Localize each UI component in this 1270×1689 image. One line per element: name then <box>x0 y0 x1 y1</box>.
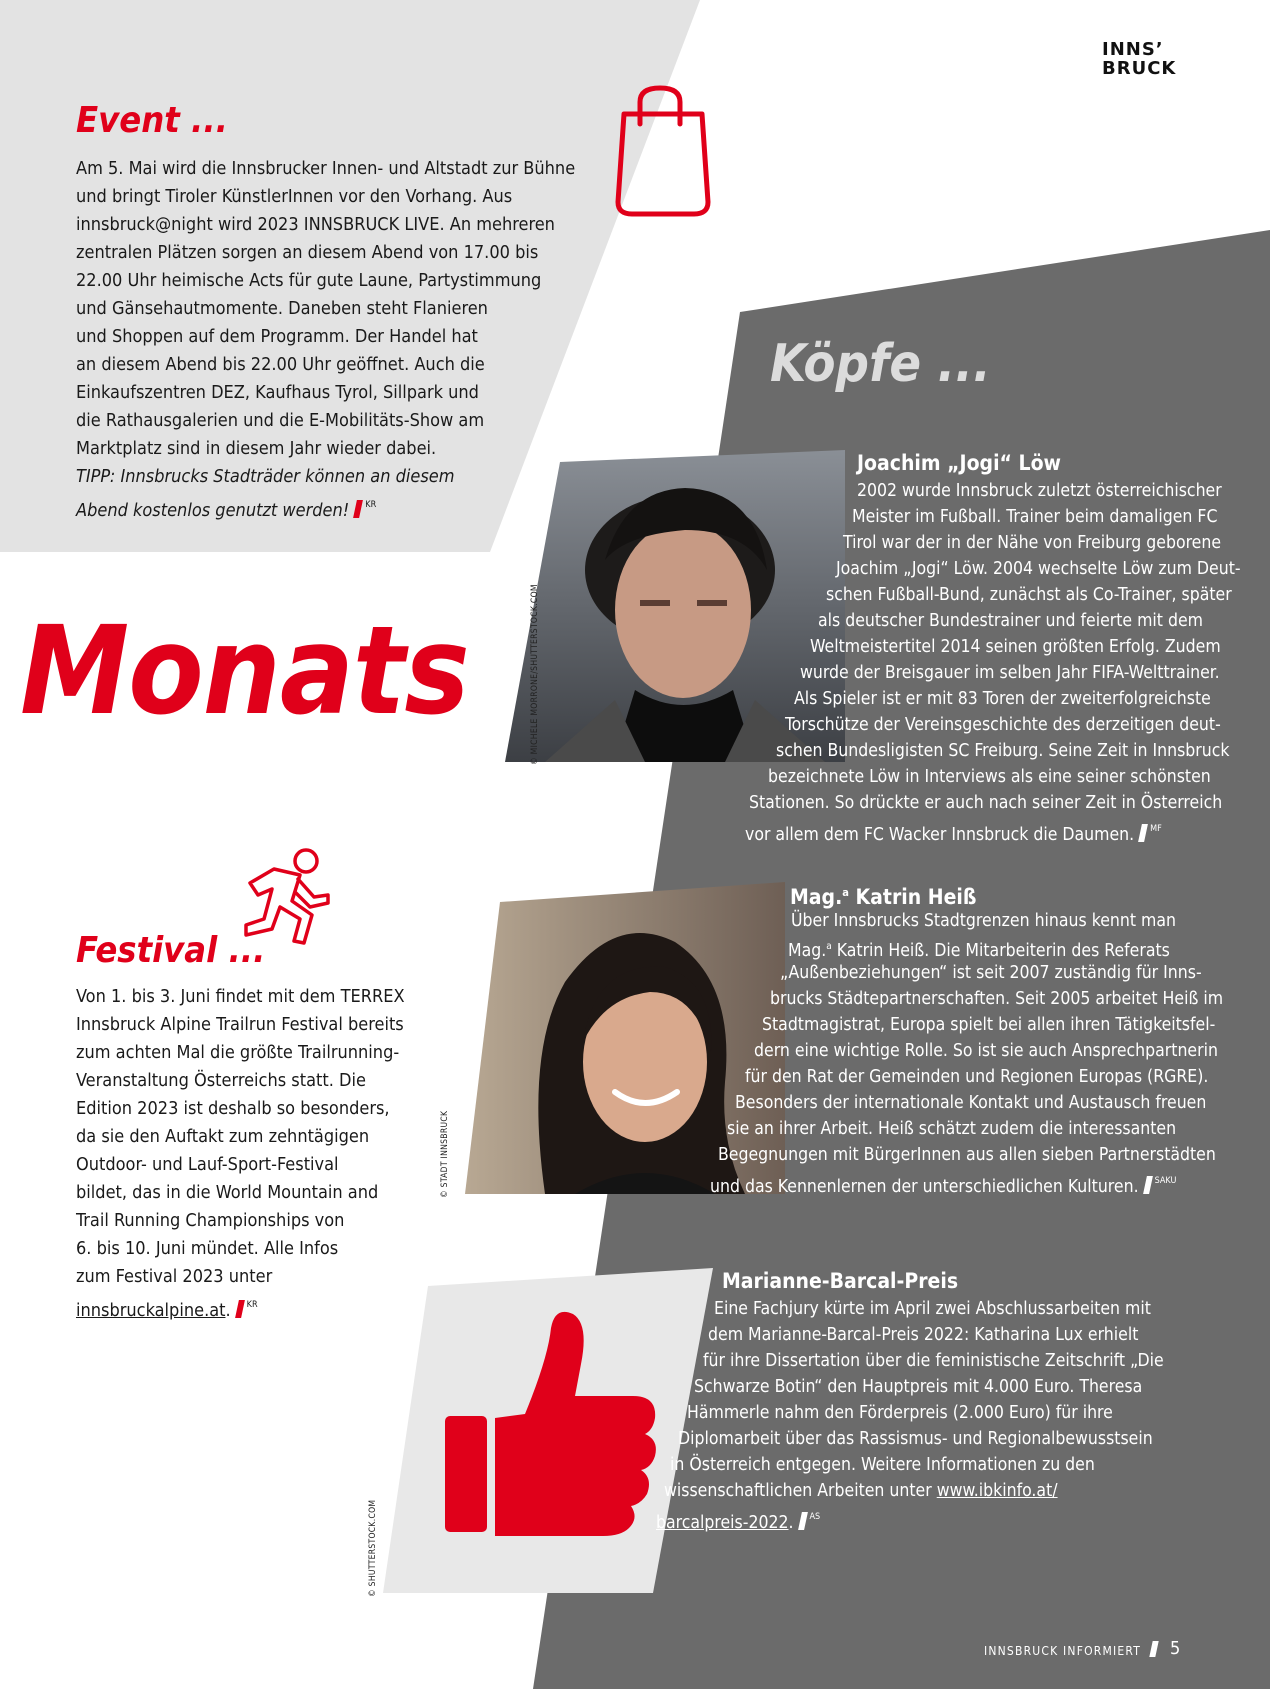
festival-link-line <box>76 1291 405 1325</box>
heiss-line: brucks Städtepartnerschaften. Seit 2005 arbeitet Heiß im <box>770 989 1224 1009</box>
festival-line: Von 1. bis 3. Juni findet mit dem TERREX <box>76 986 405 1007</box>
event-heading: Event ... <box>76 100 228 141</box>
jogi-line: schen Bundesligisten SC Freiburg. Seine Zeit in Innsbruck <box>776 741 1230 761</box>
barcal-line <box>664 1478 1058 1504</box>
festival-line: Innsbruck Alpine Trailrun Festival bereits <box>76 1014 404 1035</box>
heiss-initials: SAKU <box>1154 1176 1177 1186</box>
koepfe-heading: Köpfe ... <box>770 334 991 394</box>
jogi-initials: MF <box>1150 824 1162 834</box>
event-line: und Gänsehautmomente. Daneben steht Flanieren <box>76 298 488 319</box>
heiss-line2-sup: a <box>826 941 832 952</box>
event-line: die Rathausgalerien und die E-Mobilitäts-Show am <box>76 410 485 431</box>
footer-label-text: INNSBRUCK INFORMIERT <box>984 1644 1142 1658</box>
heiss-title-name: Katrin Heiß <box>848 885 977 909</box>
festival-line: Veranstaltung Österreichs statt. Die <box>76 1070 366 1091</box>
heiss-title-sup: a <box>842 886 849 899</box>
event-line: 22.00 Uhr heimische Acts für gute Laune, Partystimmung <box>76 270 542 291</box>
heiss-line: Besonders der internationale Kontakt und Austausch freuen <box>735 1093 1207 1113</box>
event-line: und Shoppen auf dem Programm. Der Handel hat <box>76 326 478 347</box>
event-tip-line: TIPP: Innsbrucks Stadträder können an diesem <box>76 466 455 487</box>
heiss-line: dern eine wichtige Rolle. So ist sie auch Ansprechpartnerin <box>754 1041 1218 1061</box>
footer-label <box>984 1641 1157 1658</box>
event-tip-line <box>76 491 575 525</box>
heiss-line2-prefix: Mag. <box>788 940 827 961</box>
jogi-line: Joachim „Jogi“ Löw. 2004 wechselte Löw zum Deut- <box>836 559 1241 579</box>
event-line: Am 5. Mai wird die Innsbrucker Innen- und Altstadt zur Bühne <box>76 158 576 179</box>
jogi-line: Torschütze der Vereinsgeschichte des derzeitigen deut- <box>785 715 1221 735</box>
barcal-line: für ihre Dissertation über die feministische Zeitschrift „Die <box>703 1351 1164 1371</box>
festival-heading: Festival ... <box>76 930 266 971</box>
heiss-line: sie an ihrer Arbeit. Heiß schätzt zudem die interessanten <box>727 1119 1177 1139</box>
heiss-photo-credit: © STADT INNSBRUCK <box>440 1110 450 1198</box>
barcal-line: Hämmerle nahm den Förderpreis (2.000 Euro) für ihre <box>687 1403 1113 1423</box>
event-initials: KR <box>365 500 377 510</box>
jogi-last-line <box>745 816 1162 848</box>
barcal-photo-credit: © SHUTTERSTOCK.COM <box>368 1499 378 1597</box>
barcal-link-suffix: . <box>788 1513 794 1533</box>
festival-line: Edition 2023 ist deshalb so besonders, <box>76 1098 390 1119</box>
event-line: an diesem Abend bis 22.00 Uhr geöffnet. Auch die <box>76 354 485 375</box>
jogi-line: 2002 wurde Innsbruck zuletzt österreichischer <box>857 481 1222 501</box>
festival-initials: KR <box>246 1300 258 1310</box>
festival-body <box>76 983 405 1325</box>
event-line: innsbruck@night wird 2023 INNSBRUCK LIVE. An mehreren <box>76 214 555 235</box>
jogi-line: Weltmeistertitel 2014 seinen größten Erfolg. Zudem <box>810 637 1221 657</box>
festival-line: 6. bis 10. Juni mündet. Alle Infos <box>76 1238 339 1259</box>
event-line: zentralen Plätzen sorgen an diesem Abend von 17.00 bis <box>76 242 539 263</box>
shopping-bag-icon <box>610 84 716 220</box>
barcal-line: Schwarze Botin“ den Hauptpreis mit 4.000 Euro. Theresa <box>694 1377 1143 1397</box>
barcal-link-line <box>656 1504 820 1536</box>
event-line: Einkaufszentren DEZ, Kaufhaus Tyrol, Sillpark und <box>76 382 479 403</box>
festival-link-suffix: . <box>225 1300 231 1321</box>
barcal-line-prefix: wissenschaftlichen Arbeiten unter <box>664 1481 937 1501</box>
jogi-last-text: vor allem dem FC Wacker Innsbruck die Daumen. <box>745 825 1135 845</box>
jogi-line: wurde der Breisgauer im selben Jahr FIFA-Welttrainer. <box>800 663 1220 683</box>
slash-mark <box>1138 824 1148 842</box>
festival-line: Outdoor- und Lauf-Sport-Festival <box>76 1154 339 1175</box>
jogi-line: Meister im Fußball. Trainer beim damaligen FC <box>852 507 1218 527</box>
slash-mark <box>798 1512 808 1530</box>
page-number: 5 <box>1170 1638 1181 1659</box>
thumbs-up-panel <box>383 1268 713 1598</box>
barcal-title: Marianne-Barcal-Preis <box>722 1269 959 1293</box>
jogi-photo-credit: © MICHELE MORRONE/SHUTTERSTOCK.COM <box>530 584 540 765</box>
jogi-line: Als Spieler ist er mit 83 Toren der zweiterfolgreichste <box>794 689 1211 709</box>
heiss-line: Begegnungen mit BürgerInnen aus allen sieben Partnerstädten <box>718 1145 1216 1165</box>
barcal-line: dem Marianne-Barcal-Preis 2022: Katharina Lux erhielt <box>708 1325 1139 1345</box>
heiss-line: Stadtmagistrat, Europa spielt bei allen ihren Tätigkeitsfel- <box>762 1015 1216 1035</box>
jogi-line: Stationen. So drückte er auch nach seiner Zeit in Österreich <box>749 793 1223 813</box>
monats-title: Monats <box>20 600 469 742</box>
festival-line: da sie den Auftakt zum zehntägigen <box>76 1126 370 1147</box>
barcal-line: Diplomarbeit über das Rassismus- und Regionalbewusstsein <box>678 1429 1153 1449</box>
festival-line: zum achten Mal die größte Trailrunning- <box>76 1042 400 1063</box>
barcal-link-part2[interactable]: barcalpreis-2022 <box>656 1513 789 1533</box>
slash-mark <box>235 1300 245 1318</box>
logo-line-1: INNS’ <box>1102 39 1164 60</box>
heiss-line: für den Rat der Gemeinden und Regionen Europas (RGRE). <box>745 1067 1209 1087</box>
jogi-line: als deutscher Bundestrainer und feierte mit dem <box>818 611 1203 631</box>
heiss-last-text: und das Kennenlernen der unterschiedlichen Kulturen. <box>710 1177 1139 1197</box>
barcal-line: in Österreich entgegen. Weitere Informationen zu den <box>670 1455 1095 1475</box>
event-line: Marktplatz sind in diesem Jahr wieder dabei. <box>76 438 437 459</box>
festival-line: zum Festival 2023 unter <box>76 1266 273 1287</box>
heiss-title <box>790 880 976 910</box>
barcal-link-part1[interactable]: www.ibkinfo.at/ <box>936 1481 1058 1501</box>
heiss-title-prefix: Mag. <box>790 885 843 909</box>
jogi-title: Joachim „Jogi“ Löw <box>857 451 1062 475</box>
barcal-line: Eine Fachjury kürte im April zwei Abschlussarbeiten mit <box>714 1299 1151 1319</box>
heiss-last-line <box>710 1168 1176 1200</box>
slash-mark <box>1143 1176 1153 1194</box>
event-body <box>76 155 575 525</box>
logo-line-2: BRUCK <box>1102 58 1177 79</box>
festival-line: bildet, das in die World Mountain and <box>76 1182 379 1203</box>
event-line: und bringt Tiroler KünstlerInnen vor den Vorhang. Aus <box>76 186 513 207</box>
barcal-initials: AS <box>809 1512 821 1522</box>
festival-line: Trail Running Championships von <box>76 1210 345 1231</box>
jogi-line: schen Fußball-Bund, zunächst als Co-Trainer, später <box>826 585 1232 605</box>
jogi-line: Tirol war der in der Nähe von Freiburg geborene <box>843 533 1222 553</box>
heiss-line: „Außenbeziehungen“ ist seit 2007 zuständig für Inns- <box>780 963 1202 983</box>
heiss-line: Über Innsbrucks Stadtgrenzen hinaus kennt man <box>791 911 1177 931</box>
festival-link[interactable]: innsbruckalpine.at <box>76 1300 226 1321</box>
slash-mark <box>353 500 363 518</box>
event-tip-text: Abend kostenlos genutzt werden! <box>76 500 350 521</box>
heiss-line2-rest: Katrin Heiß. Die Mitarbeiterin des Referats <box>831 940 1170 961</box>
innsbruck-logo <box>1102 40 1176 78</box>
jogi-line: bezeichnete Löw in Interviews als eine seiner schönsten <box>768 767 1211 787</box>
